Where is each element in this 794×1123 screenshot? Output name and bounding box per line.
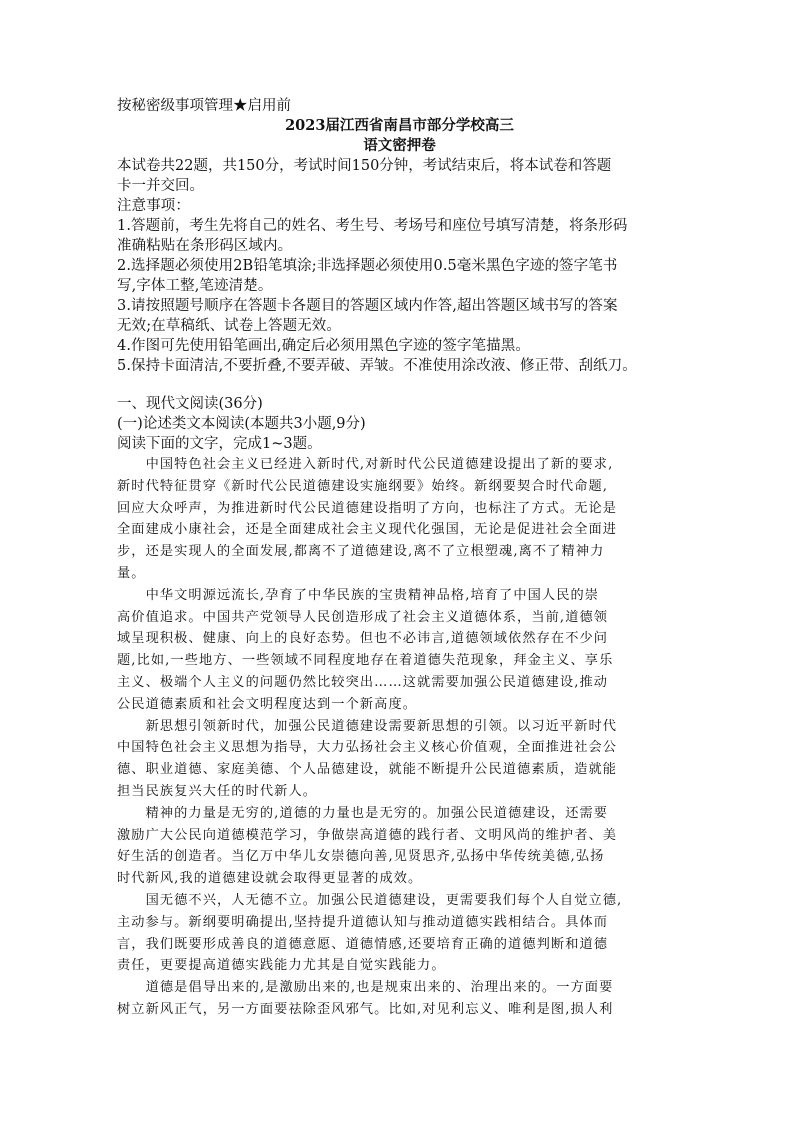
note-line: 4.作图可先使用铅笔画出,确定后必须用黑色字迹的签字笔描黑。 — [117, 338, 530, 354]
passage-line: 激励广大公民向道德模范学习，争做崇高道德的践行者、文明风尚的维护者、美 — [117, 827, 618, 843]
intro-line: 本试卷共22题，共150分，考试时间150分钟，考试结束后，将本试卷和答题 — [117, 158, 612, 174]
exam-title: 2023届江西省南昌市部分学校高三 — [285, 117, 514, 134]
passage-line: 主动参与。新纲要明确提出,坚持提升道德认知与推动道德实践相结合。具体而 — [117, 914, 609, 930]
section-instruction: 阅读下面的文字，完成1~3题。 — [117, 436, 322, 452]
passage-paragraph — [117, 890, 682, 977]
passage-paragraph — [117, 585, 682, 716]
passage-line: 树立新风正气，另一方面要祛除歪风邪气。比如,对见利忘义、唯利是图,损人利 — [117, 1001, 614, 1017]
secret-notice: 按秘密级事项管理★启用前 — [117, 98, 291, 114]
note-line: 无效;在草稿纸、试卷上答题无效。 — [117, 318, 341, 334]
note-line: 5.保持卡面清洁,不要折叠,不要弄破、弄皱。不准使用涂改液、修正带、刮纸刀。 — [117, 358, 637, 374]
note-line: 3.请按照题号顺序在答题卡各题目的答题区域内作答,超出答题区域书写的答案 — [117, 298, 618, 314]
passage-line: 新思想引领新时代，加强公民道德建设需要新思想的引领。以习近平新时代 — [117, 718, 618, 734]
passage-line: 量。 — [117, 565, 146, 581]
note-line: 写,字体工整,笔迹清楚。 — [117, 278, 273, 294]
passage-line: 国无德不兴，人无德不立。加强公民道德建设，更需要我们每个人自觉立德, — [117, 892, 623, 908]
section-heading: 一、现代文阅读(36分) — [117, 396, 263, 412]
passage-line: 回应大众呼声，为推进新时代公民道德建设指明了方向，也标注了方式。无论是 — [117, 500, 618, 516]
passage-paragraph — [117, 803, 682, 890]
passage-line: 时代新风,我的道德建设就会取得更显著的成效。 — [117, 871, 423, 887]
passage-line: 题,比如,一些地方、一些领域不同程度地存在着道德失范现象，拜金主义、享乐 — [117, 653, 614, 669]
passage-line: 好生活的创造者。当亿万中华儿女崇德向善,见贤思齐,弘扬中华传统美德,弘扬 — [117, 849, 605, 865]
reading-passage — [117, 454, 682, 1021]
note-line: 1.答题前，考生先将自己的姓名、考生号、考场号和座位号填写清楚，将条形码 — [117, 218, 628, 234]
notes-title: 注意事项： — [117, 198, 190, 214]
intro-line: 卡一并交回。 — [117, 178, 204, 194]
note-line: 准确粘贴在条形码区域内。 — [117, 238, 293, 254]
passage-line: 主义、极端个人主义的问题仍然比较突出……这就需要加强公民道德建设,推动 — [117, 674, 609, 690]
passage-line: 言，我们既要形成善良的道德意愿、道德情感,还要培育正确的道德判断和道德 — [117, 936, 609, 952]
passage-line: 担当民族复兴大任的时代新人。 — [117, 783, 318, 799]
passage-line: 中国特色社会主义思想为指导，大力弘扬社会主义核心价值观，全面推进社会公 — [117, 740, 618, 756]
section-subheading: (一)论述类文本阅读(本题共3小题,9分) — [117, 416, 366, 432]
passage-line: 中华文明源远流长,孕育了中华民族的宝贵精神品格,培育了中国人民的崇 — [117, 587, 600, 603]
passage-line: 步，还是实现人的全面发展,都离不了道德建设,离不了立根塑魂,离不了精神力 — [117, 544, 605, 560]
passage-line: 公民道德素质和社会文明程度达到一个新高度。 — [117, 696, 418, 712]
notes-block — [117, 196, 682, 376]
passage-line: 域呈现积极、健康、向上的良好态势。但也不必讳言,道德领域依然存在不少问 — [117, 631, 609, 647]
passage-line: 精神的力量是无穷的,道德的力量也是无穷的。加强公民道德建设，还需要 — [117, 805, 609, 821]
passage-paragraph — [117, 977, 682, 1021]
passage-paragraph — [117, 716, 682, 803]
passage-line: 中国特色社会主义已经进入新时代,对新时代公民道德建设提出了新的要求, — [117, 457, 614, 472]
exam-subtitle: 语文密押卷 — [363, 137, 436, 154]
passage-line: 全面建成小康社会，还是全面建成社会主义现代化强国，无论是促进社会全面进 — [117, 522, 618, 538]
passage-line: 德、职业道德、家庭美德、个人品德建设，就能不断提升公民道德素质，造就能 — [117, 762, 618, 778]
note-line: 2.选择题必须使用2B铅笔填涂;非选择题必须使用0.5毫米黑色字迹的签字笔书 — [117, 258, 618, 274]
passage-paragraph — [117, 454, 682, 585]
passage-line: 道德是倡导出来的,是激励出来的,也是规束出来的、治理出来的。一方面要 — [117, 980, 614, 996]
passage-line: 责任，更要提高道德实践能力尤其是自觉实践能力。 — [117, 958, 446, 974]
passage-line: 高价值追求。中国共产党领导人民创造形成了社会主义道德体系，当前,道德领 — [117, 609, 609, 625]
exam-page — [117, 96, 682, 1021]
passage-line: 新时代特征贯穿《新时代公民道德建设实施纲要》始终。新纲要契合时代命题, — [117, 478, 609, 494]
